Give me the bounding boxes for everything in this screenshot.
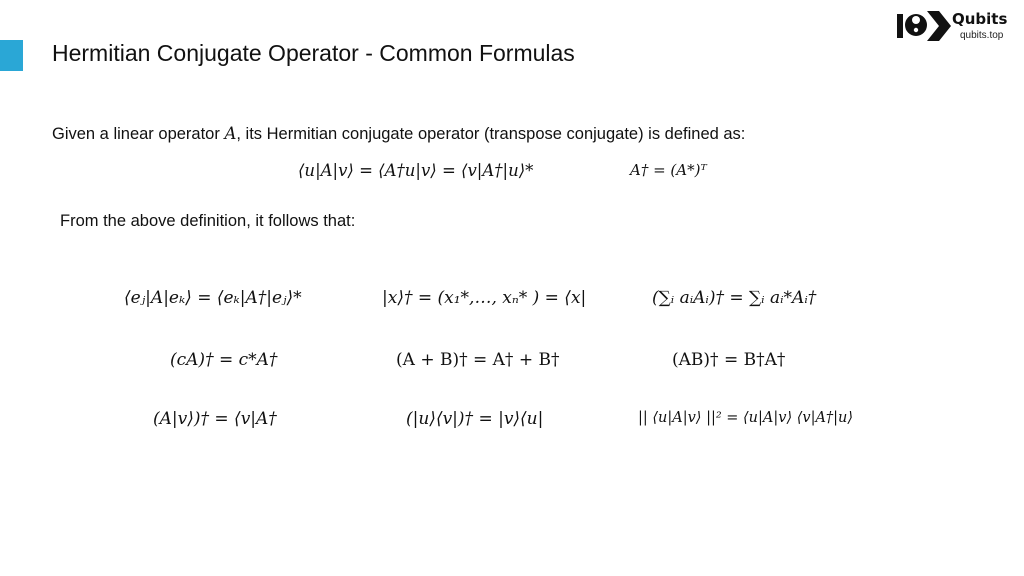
- formula-scalar-conjugate: (cA)† = c*A†: [170, 350, 278, 370]
- intro-prefix: Given a linear operator: [52, 125, 225, 143]
- title-accent-bar: [0, 40, 23, 71]
- intro-text: [52, 124, 745, 144]
- formula-outer-product: (|u⟩⟨v|)† = |v⟩⟨u|: [406, 409, 544, 429]
- logo-name: Qubits: [952, 10, 1008, 28]
- formula-norm-squared: || ⟨u|A|v⟩ ||² = ⟨u|A|v⟩ ⟨v|A†|u⟩: [638, 410, 854, 426]
- definition-conjugate-relation: A† = (A*)ᵀ: [630, 161, 707, 179]
- intro-operator: A: [224, 124, 237, 143]
- formula-ket-conjugate: |x⟩† = (x₁*,…, xₙ* ) = ⟨x|: [382, 288, 587, 308]
- formula-sum-conjugate: (∑ᵢ aᵢAᵢ)† = ∑ᵢ aᵢ*Aᵢ†: [652, 288, 817, 308]
- formula-sum-of-operators: (A + B)† = A† + B†: [396, 350, 560, 370]
- follows-text: From the above definition, it follows that:: [60, 212, 356, 230]
- definition-equation: ⟨u|A|v⟩ = ⟨A†u|v⟩ = ⟨v|A†|u⟩*: [298, 161, 534, 180]
- formula-operator-on-ket: (A|v⟩)† = ⟨v|A†: [153, 409, 277, 429]
- logo-mark-icon: [895, 8, 951, 46]
- formula-product-of-operators: (AB)† = B†A†: [672, 350, 786, 370]
- logo-url: qubits.top: [960, 30, 1004, 41]
- qubits-logo: [895, 8, 1020, 46]
- intro-suffix: , its Hermitian conjugate operator (transpose conjugate) is defined as:: [236, 125, 746, 143]
- page-title: Hermitian Conjugate Operator - Common Formulas: [52, 40, 575, 66]
- formula-basis-element: ⟨eⱼ|A|eₖ⟩ = ⟨eₖ|A†|eⱼ⟩*: [124, 288, 302, 308]
